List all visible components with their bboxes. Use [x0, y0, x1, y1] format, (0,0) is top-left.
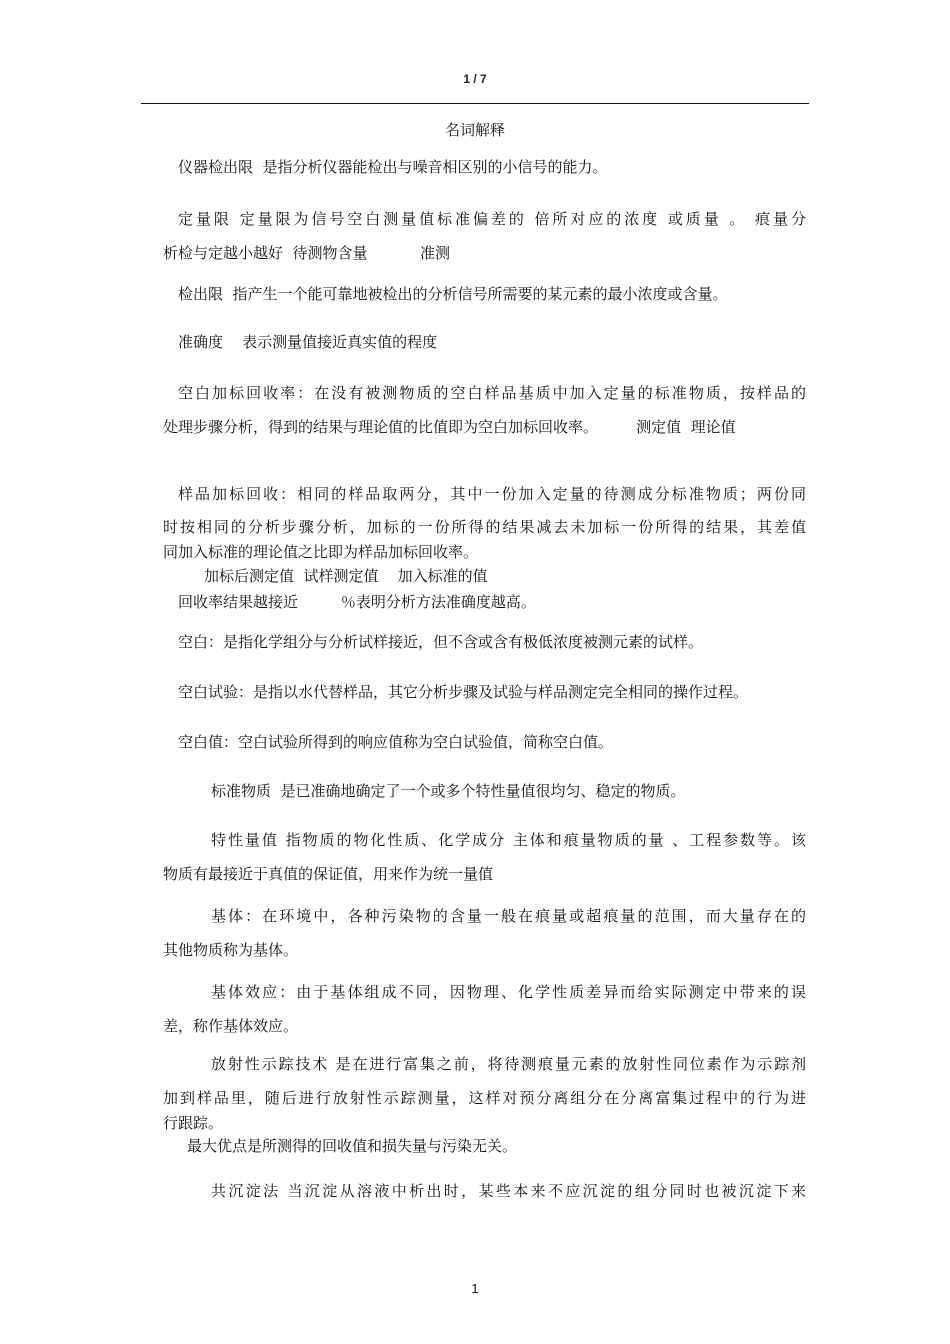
header-divider	[141, 103, 809, 104]
text-line: 检出限 指产生一个能可靠地被检出的分析信号所需要的某元素的最小浓度或含量。	[178, 285, 728, 303]
text-line: 标准物质 是已准确地确定了一个或多个特性量值很均匀、稳定的物质。	[211, 782, 686, 800]
text-line: 析检与定越小越好 待测物含量 准测	[163, 244, 450, 262]
text-line: 同加入标准的理论值之比即为样品加标回收率。	[163, 543, 479, 561]
page-indicator: 1 / 7	[463, 72, 487, 86]
text-line: 定量限 定量限为信号空白测量值标准偏差的 倍所对应的浓度 或质量 。 痕量分	[178, 210, 806, 228]
text-line: 物质有最接近于真值的保证值，用来作为统一量值	[163, 865, 494, 883]
text-line: 样品加标回收：相同的样品取两分，其中一份加入定量的待测成分标准物质；两份同	[178, 485, 806, 503]
text-line: 回收率结果越接近 ％表明分析方法准确度越高。	[178, 593, 536, 611]
text-line: 基体效应：由于基体组成不同，因物理、化学性质差异而给实际测定中带来的误	[211, 983, 806, 1001]
text-line: 其他物质称为基体。	[163, 941, 299, 959]
document-title: 名词解释	[444, 121, 505, 139]
text-line: 加标后测定值 试样测定值 加入标准的值	[204, 567, 488, 585]
text-line: 空白：是指化学组分与分析试样接近，但不含或含有极低浓度被测元素的试样。	[178, 633, 704, 651]
text-line: 行跟踪。	[163, 1114, 224, 1132]
text-line: 空白试验：是指以水代替样品，其它分析步骤及试验与样品测定完全相同的操作过程。	[178, 683, 749, 701]
text-line: 处理步骤分析，得到的结果与理论值的比值即为空白加标回收率。 测定值 理论值	[163, 418, 736, 436]
text-line: 放射性示踪技术 是在进行富集之前，将待测痕量元素的放射性同位素作为示踪剂	[211, 1055, 806, 1073]
text-line: 时按相同的分析步骤分析，加标的一份所得的结果减去未加标一份所得的结果，其差值	[163, 518, 806, 536]
text-line: 差，称作基体效应。	[163, 1017, 299, 1035]
text-line: 加到样品里，随后进行放射性示踪测量，这样对预分离组分在分离富集过程中的行为进	[163, 1089, 806, 1107]
text-line: 仪器检出限 是指分析仪器能检出与噪音相区别的小信号的能力。	[178, 158, 608, 176]
text-line: 共沉淀法 当沉淀从溶液中析出时，某些本来不应沉淀的组分同时也被沉淀下来	[211, 1182, 806, 1200]
text-line: 空白值：空白试验所得到的响应值称为空白试验值，简称空白值。	[178, 733, 614, 751]
page-number: 1	[471, 1281, 479, 1296]
text-line: 最大优点是所测得的回收值和损失量与污染无关。	[187, 1137, 518, 1155]
text-line: 准确度 表示测量值接近真实值的程度	[178, 333, 438, 351]
text-line: 基体：在环境中，各种污染物的含量一般在痕量或超痕量的范围，而大量存在的	[211, 907, 806, 925]
text-line: 空白加标回收率：在没有被测物质的空白样品基质中加入定量的标准物质，按样品的	[178, 384, 806, 402]
text-line: 特性量值 指物质的物化性质、化学成分 主体和痕量物质的量 、工程参数等。该	[211, 831, 806, 849]
